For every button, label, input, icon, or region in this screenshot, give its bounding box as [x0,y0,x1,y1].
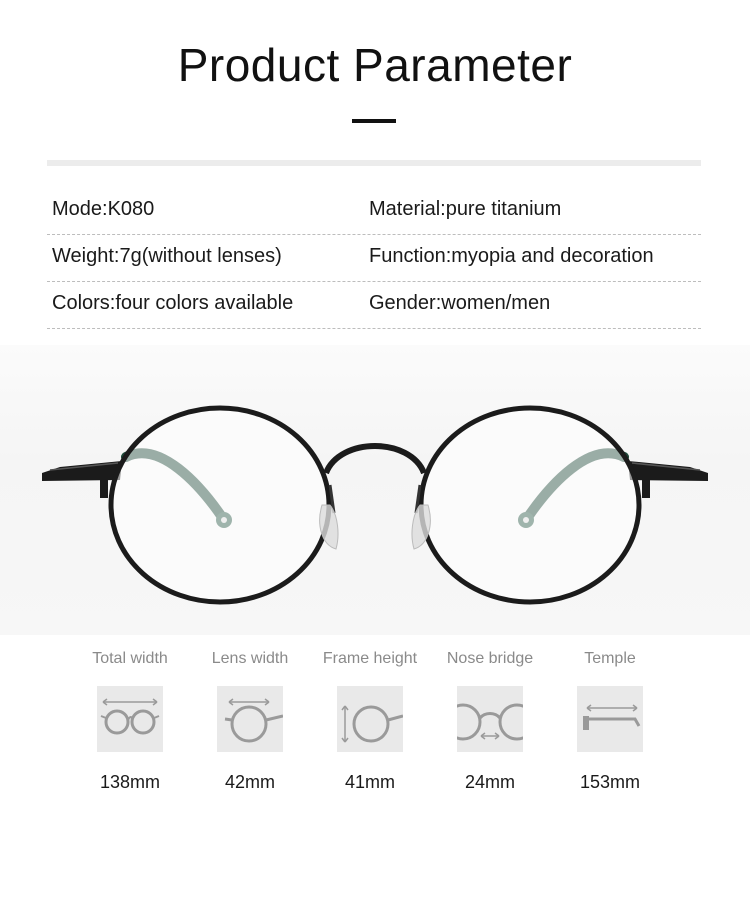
spec-gender: Gender:women/men [369,292,551,314]
spec-function: Function:myopia and decoration [369,245,654,267]
dimension-item [550,650,670,793]
dimension-value: 138mm [99,772,161,792]
round-glasses-icon [0,345,750,635]
spec-table [47,188,701,329]
dimension-label: Nose bridge [446,650,534,667]
dimension-value: 153mm [579,772,641,792]
spec-row [47,188,701,235]
product-photo [0,345,750,635]
spec-colors: Colors:four colors available [52,292,294,314]
frame-height-icon [337,686,403,752]
dimension-label: Temple [584,650,636,667]
total-width-icon [97,686,163,752]
dimension-label: Frame height [322,650,418,667]
page-title: Product Parameter [177,39,573,91]
spec-weight: Weight:7g(without lenses) [52,245,282,267]
lens-width-icon [217,686,283,752]
dimension-value: 24mm [464,772,515,792]
spec-row [47,282,701,329]
temple-icon [577,686,643,752]
dimension-list [70,650,670,810]
spec-material: Material:pure titanium [369,198,562,220]
spec-model: Mode:K080 [52,198,155,220]
dimension-label: Total width [92,650,168,667]
nose-bridge-icon [457,686,523,752]
dimension-item [430,650,550,793]
dimension-item [190,650,310,793]
dimension-label: Lens width [211,650,289,667]
dimension-item [70,650,190,793]
spec-row [47,235,701,282]
dimension-value: 42mm [224,772,275,792]
dimension-item [310,650,430,793]
section-divider [47,160,701,166]
title-underline [352,119,396,123]
dimension-value: 41mm [344,772,395,792]
